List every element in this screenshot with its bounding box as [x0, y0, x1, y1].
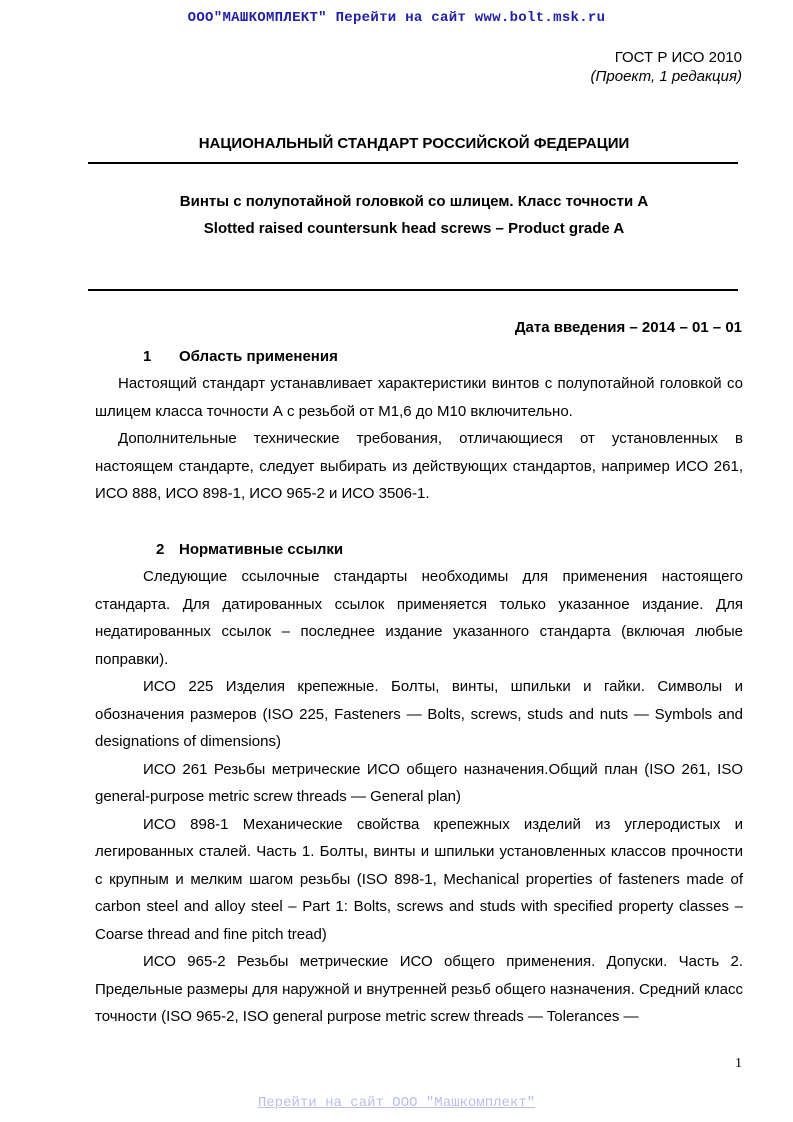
section-1-number: 1 — [143, 348, 152, 365]
title-divider-bottom — [88, 289, 738, 291]
reference-iso-898-1: ИСО 898-1 Механические свойства крепежных изделий из углеродистых и легированных сталей. Часть 1. Болты, винты и шпильки установленных классов прочности с крупным и мелким шагом резьбы (ISO 898-1, Mechanical properties of fasteners made of carbon steel and alloy steel – Part 1: Bolts, screws and studs with specified property classes – Coarse thread and fine pitch tread) — [95, 815, 743, 943]
section-2-paragraph: Следующие ссылочные стандарты необходимы для применения настоящего стандарта. Для датированных ссылок применяется только указанное издание. Для недатированных ссылок – последнее издание указанного стандарта (включая любые поправки). — [95, 568, 743, 668]
section-2-heading — [156, 541, 343, 558]
section-2-number: 2 — [156, 541, 165, 558]
section-1-heading — [143, 348, 338, 365]
section-1-paragraph: Дополнительные технические требования, отличающиеся от установленных в настоящем стандарте, следует выбирать из действующих стандартов, например ИСО 261, ИСО 888, ИСО 898-1, ИСО 965-2 и ИСО 3506-1. — [95, 430, 743, 502]
draft-note: (Проект, 1 редакция) — [590, 68, 742, 85]
reference-iso-261: ИСО 261 Резьбы метрические ИСО общего назначения.Общий план (ISO 261, ISO general-purpose metric screw threads — General plan) — [95, 760, 743, 805]
reference-iso-965-2: ИСО 965-2 Резьбы метрические ИСО общего применения. Допуски. Часть 2. Предельные размеры для наружной и внутренней резьб общего назначения. Средний класс точности (ISO 965-2, ISO general purpose metric screw threads — Tolerances — — [95, 953, 743, 1025]
intro-date: Дата введения – 2014 – 01 – 01 — [514, 319, 742, 336]
section-1-body — [95, 370, 743, 508]
gost-number: ГОСТ Р ИСО 2010 — [614, 49, 742, 66]
top-site-link[interactable]: ООО"МАШКОМПЛЕКТ" Перейти на сайт www.bolt.msk.ru — [187, 10, 606, 26]
title-ru: Винты с полупотайной головкой со шлицем. Класс точности А — [179, 193, 649, 210]
title-divider-top — [88, 162, 738, 164]
page-number: 1 — [735, 1056, 742, 1071]
section-2-body — [95, 563, 743, 1031]
section-1-title: Область применения — [179, 348, 338, 365]
national-standard-title: НАЦИОНАЛЬНЫЙ СТАНДАРТ РОССИЙСКОЙ ФЕДЕРАЦИИ — [198, 135, 630, 152]
document-header — [591, 48, 742, 86]
footer-site-link[interactable]: Перейти на сайт ООО "Машкомплект" — [257, 1095, 536, 1111]
section-2-title: Нормативные ссылки — [179, 541, 344, 558]
reference-iso-225: ИСО 225 Изделия крепежные. Болты, винты, шпильки и гайки. Символы и обозначения размеров (ISO 225, Fasteners — Bolts, screws, studs and nuts — Symbols and designations of dimensions) — [95, 678, 743, 750]
section-1-paragraph: Настоящий стандарт устанавливает характеристики винтов с полупотайной головкой со шлицем класса точности А с резьбой от М1,6 до М10 включительно. — [95, 375, 743, 420]
title-en: Slotted raised countersunk head screws – Product grade A — [203, 220, 625, 237]
